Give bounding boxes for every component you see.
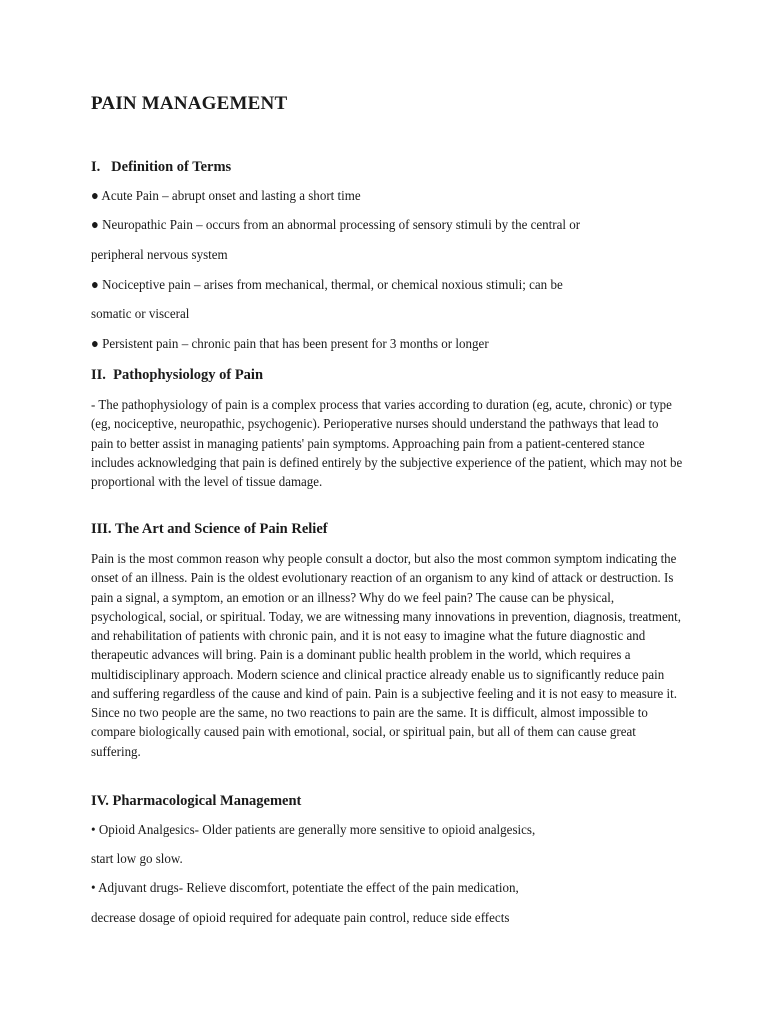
list-item-text: Neuropathic Pain – occurs from an abnormal processing of sensory stimuli by the central or xyxy=(102,218,581,233)
bullet-icon: ● xyxy=(91,218,99,233)
list-item-continuation: start low go slow. xyxy=(91,852,183,867)
section-heading-pathophysiology xyxy=(91,367,263,384)
section-title: Pathophysiology of Pain xyxy=(113,367,264,383)
list-item-text: Adjuvant drugs- Relieve discomfort, potentiate the effect of the pain medication, xyxy=(98,881,519,896)
bullet-icon: ● xyxy=(91,337,99,352)
list-item-neuropathic-pain xyxy=(91,218,580,234)
list-item-continuation: decrease dosage of opioid required for adequate pain control, reduce side effects xyxy=(91,911,510,926)
list-item-adjuvant-drugs xyxy=(91,881,519,897)
list-item-text: Persistent pain – chronic pain that has been present for 3 months or longer xyxy=(102,337,489,352)
paragraph-art-and-science: Pain is the most common reason why people consult a doctor, but also the most common symptom indicating the onset of an illness. Pain is the oldest evolutionary reaction of an organism to any kind of attack or destruction. Is pain a signal, a symptom, an emotion or an illness? Why do we feel pain? The cause can be physical, psychological, social, or spiritual. Today, we are witnessing many innovations in prevention, diagnosis, treatment, and rehabilitation of patients with chronic pain, and it is not easy to imagine what the future diagnostic and therapeutic advances will bring. Pain is a dominant public health problem in the world, which requires a multidisciplinary approach. Modern science and clinical practice already enable us to significantly reduce pain and suffering regardless of the cause and kind of pain. Pain is a subjective feeling and it is not easy to measure it. Since no two people are the same, no two reactions to pain are the same. It is difficult, almost impossible to compare biologically caused pain with emotional, social, or spiritual pain, but all of them can cause great suffering. xyxy=(91,552,682,760)
section-number: IV. xyxy=(91,793,109,809)
section-heading-pharmacological xyxy=(91,793,301,810)
list-item-nociceptive-pain xyxy=(91,278,563,294)
bullet-icon: • xyxy=(91,823,96,838)
bullet-icon: ● xyxy=(91,189,99,204)
section-number: II. xyxy=(91,367,106,383)
section-title: The Art and Science of Pain Relief xyxy=(114,521,328,537)
paragraph-pathophysiology: - The pathophysiology of pain is a complex process that varies according to duration (eg, acute, chronic) or type (eg, nociceptive, neuropathic, psychogenic). Perioperative nurses should understand the pathways that lead to pain to better assist in managing patients' pain symptoms. Approaching pain from a patient-centered stance includes acknowledging that pain is defined entirely by the subjective experience of the patient, which may not be proportional with the level of tissue damage. xyxy=(91,398,683,491)
section-heading-art-and-science xyxy=(91,521,328,538)
list-item-text: Opioid Analgesics- Older patients are generally more sensitive to opioid analgesics, xyxy=(98,823,536,838)
list-item-continuation: peripheral nervous system xyxy=(91,248,228,263)
section-number: III. xyxy=(91,521,112,537)
section-number: I. xyxy=(91,159,101,175)
bullet-icon: • xyxy=(91,881,96,896)
section-heading-definition-of-terms xyxy=(91,159,231,176)
list-item-text: Nociceptive pain – arises from mechanical, thermal, or chemical noxious stimuli; can be xyxy=(102,278,563,293)
list-item-persistent-pain xyxy=(91,337,489,353)
list-item-text: Acute Pain – abrupt onset and lasting a short time xyxy=(101,189,361,204)
section-title: Definition of Terms xyxy=(111,159,232,175)
bullet-icon: ● xyxy=(91,278,99,293)
document-title: PAIN MANAGEMENT xyxy=(91,93,288,114)
list-item-opioid-analgesics xyxy=(91,823,535,839)
list-item-continuation: somatic or visceral xyxy=(91,307,190,322)
list-item-acute-pain xyxy=(91,189,361,205)
section-title: Pharmacological Management xyxy=(112,793,302,809)
